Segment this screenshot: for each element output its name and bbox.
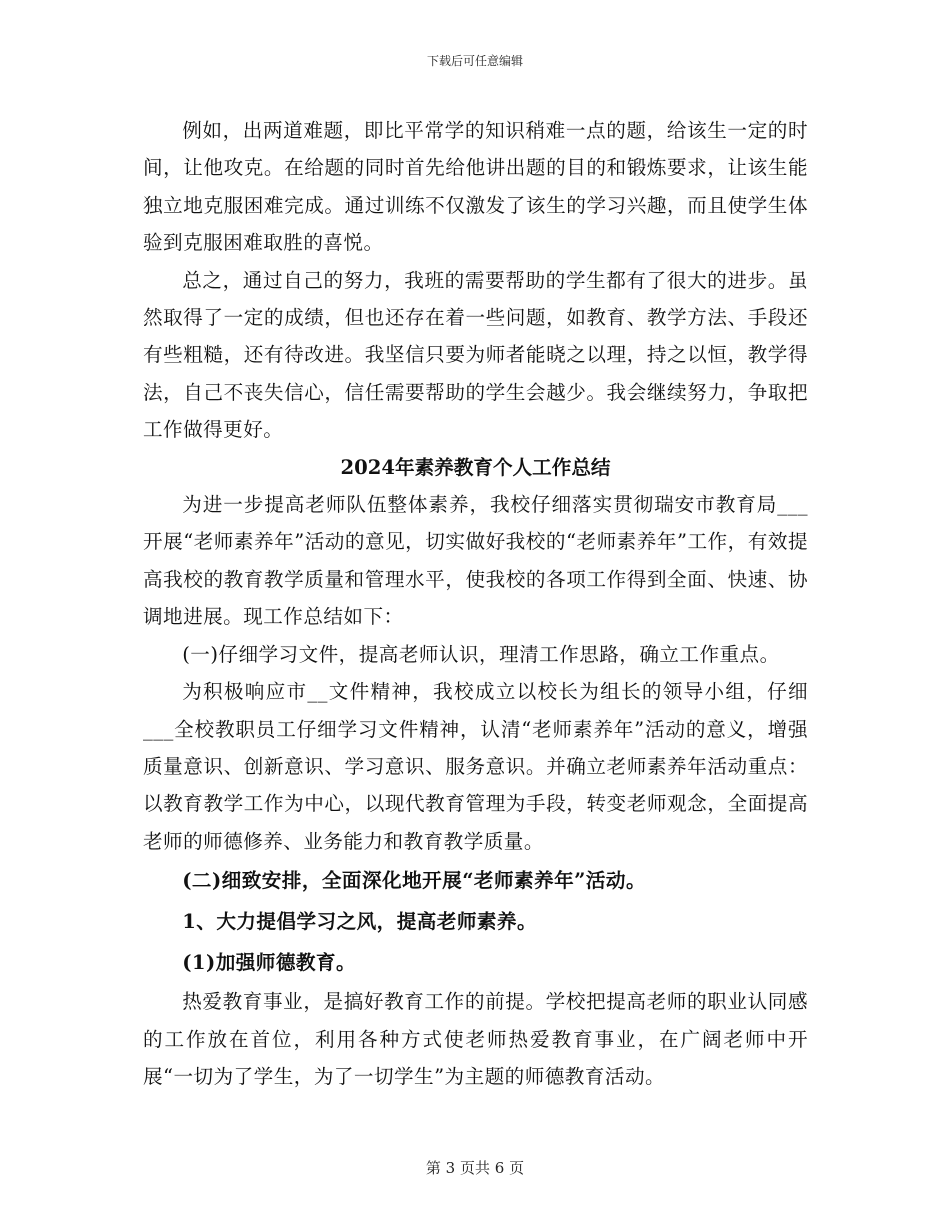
paragraph-ethics: 热爱教育事业，是搞好教育工作的前提。学校把提高老师的职业认同感的工作放在首位，利用各种方式使老师热爱教育事业，在广阔老师中开展“一切为了学生，为了一切学生”为主题的师德教育活动。 xyxy=(143,990,808,1088)
subsection-heading-ethics: (1)加强师德教育。 xyxy=(182,951,357,975)
document-body xyxy=(143,112,808,1095)
page-header: 下载后可任意编辑 xyxy=(426,54,523,68)
section-heading-two: (二)细致安排，全面深化地开展“老师素养年”活动。 xyxy=(182,869,646,893)
page-number: 第 3 页共 6 页 xyxy=(425,1159,525,1177)
paragraph-example: 例如，出两道难题，即比平常学的知识稍难一点的题，给该生一定的时间，让他攻克。在给题的同时首先给他讲出题的目的和锻炼要求，让该生能独立地克服困难完成。通过训练不仅激发了该生的学习兴趣，而且使学生体验到克服困难取胜的喜悦。 xyxy=(143,119,808,255)
document-title: 2024年素养教育个人工作总结 xyxy=(340,455,611,479)
paragraph-leadership: 为积极响应市__文件精神，我校成立以校长为组长的领导小组，仔细___全校教职员工仔细学习文件精神，认清“老师素养年”活动的意义，增强质量意识、创新意识、学习意识、服务意识。并确立老师素养年活动重点：以教育教学工作为中心，以现代教育管理为手段，转变老师观念，全面提高老师的师德修养、业务能力和教育教学质量。 xyxy=(143,680,808,853)
subsection-heading-one: 1、大力提倡学习之风，提高老师素养。 xyxy=(182,910,538,934)
paragraph-intro: 为进一步提高老师队伍整体素养，我校仔细落实贯彻瑞安市教育局___开展“老师素养年”活动的意见，切实做好我校的“老师素养年”工作，有效提高我校的教育教学质量和管理水平，使我校的各项工作得到全面、快速、协调地进展。现工作总结如下： xyxy=(143,493,808,629)
paragraph-section-one: (一)仔细学习文件，提高老师认识，理清工作思路，确立工作重点。 xyxy=(182,642,780,666)
paragraph-summary: 总之，通过自己的努力，我班的需要帮助的学生都有了很大的进步。虽然取得了一定的成绩，但也还存在着一些问题，如教育、教学方法、手段还有些粗糙，还有待改进。我坚信只要为师者能晓之以理，持之以恒，教学得法，自己不丧失信心，信任需要帮助的学生会越少。我会继续努力，争取把工作做得更好。 xyxy=(143,268,808,442)
